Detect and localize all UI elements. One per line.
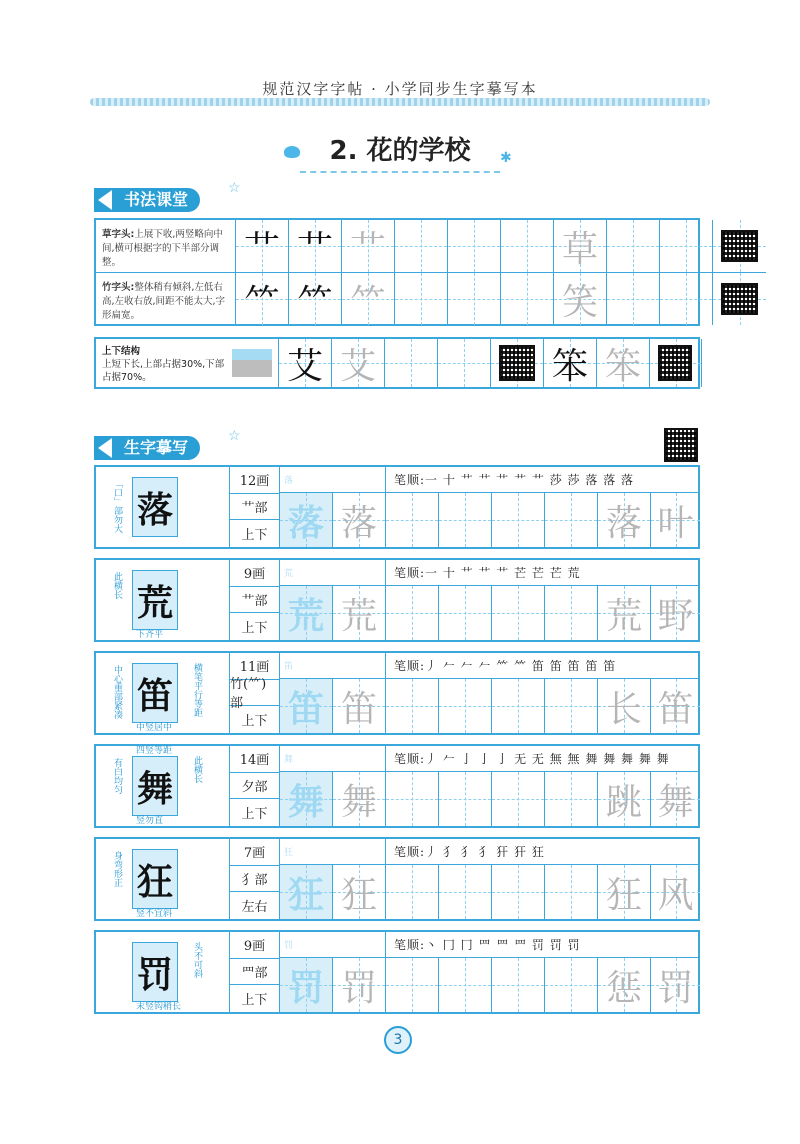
char-block-0 <box>94 465 700 549</box>
header-divider <box>90 98 710 106</box>
model-char: 罚 <box>132 942 178 1002</box>
annotation-right: 横笔平行等距 <box>192 663 202 717</box>
grid-cell[interactable] <box>439 679 492 733</box>
stroke-order-row <box>280 932 700 958</box>
practice-row-grass <box>236 220 766 273</box>
grid-cell[interactable] <box>395 273 448 325</box>
grid-cell[interactable] <box>385 339 438 387</box>
grid-cell[interactable] <box>545 679 598 733</box>
practice-grid <box>280 493 700 547</box>
stroke-order-thumb: 落 <box>280 467 386 493</box>
grid-cell[interactable] <box>448 273 501 325</box>
qr-code-icon[interactable] <box>658 345 692 381</box>
grid-cell: 艹 <box>342 220 395 272</box>
stroke-order-thumb: 罚 <box>280 932 386 958</box>
series-title: 规范汉字字帖 · 小学同步生字摹写本 <box>262 80 538 98</box>
trace-cell: 落 <box>280 493 333 547</box>
qr-code-icon[interactable] <box>721 230 758 262</box>
grid-cell[interactable] <box>438 339 491 387</box>
stroke-order-row <box>280 746 700 772</box>
trace-cell: 舞 <box>280 772 333 826</box>
grid-cell[interactable] <box>386 772 439 826</box>
grid-cell[interactable] <box>492 493 545 547</box>
char-info <box>230 467 280 547</box>
practice-row-bamboo <box>236 273 766 325</box>
grid-cell[interactable] <box>492 679 545 733</box>
grid-cell: 笛 <box>651 679 700 733</box>
qr-code-icon[interactable] <box>664 428 698 462</box>
annotation-bottom: 末竖钩稍长 <box>136 1002 182 1012</box>
stroke-count: 14画 <box>230 746 279 773</box>
radical: 艹部 <box>230 587 279 614</box>
grid-cell: 笨 <box>544 339 597 387</box>
annotation-left: 此横长 <box>112 572 122 599</box>
model-char: 舞 <box>132 756 178 816</box>
grid-cell[interactable] <box>386 679 439 733</box>
grid-cell: 艹 <box>289 220 342 272</box>
grid-cell[interactable] <box>545 772 598 826</box>
trace-cell: 荒 <box>280 586 333 640</box>
grid-cell: 罚 <box>651 958 700 1012</box>
grid-cell[interactable] <box>501 220 554 272</box>
grid-cell[interactable] <box>439 493 492 547</box>
grid-cell[interactable] <box>386 958 439 1012</box>
structure: 左右 <box>241 899 268 915</box>
model-char: 落 <box>132 477 178 537</box>
structure: 上下 <box>241 806 268 822</box>
qr-code-cell <box>664 428 698 462</box>
structure: 上下 <box>241 713 268 729</box>
grid-cell[interactable] <box>386 586 439 640</box>
grid-cell: 笛 <box>333 679 386 733</box>
char-info <box>230 746 280 826</box>
title-underline <box>300 165 500 173</box>
grid-cell[interactable] <box>492 586 545 640</box>
qr-code-cell <box>713 273 766 325</box>
char-block-4 <box>94 837 700 921</box>
grid-cell[interactable] <box>545 493 598 547</box>
char-block-3 <box>94 744 700 828</box>
grid-cell[interactable] <box>386 493 439 547</box>
grid-cell: 艹 <box>236 220 289 272</box>
char-info <box>230 653 280 733</box>
grid-cell: 狂 <box>333 865 386 919</box>
grid-cell: 跳 <box>598 772 651 826</box>
grid-cell: 舞 <box>651 772 700 826</box>
qr-code-cell <box>650 339 700 387</box>
char-model <box>96 839 230 919</box>
radical: 夕部 <box>230 773 279 800</box>
grid-cell: ⺮ <box>289 273 342 325</box>
char-info <box>230 932 280 1012</box>
model-char: 荒 <box>132 570 178 630</box>
grid-cell: ⺮ <box>236 273 289 325</box>
page-number: 3 <box>384 1026 412 1054</box>
annotation-left: 身弯形正 <box>112 851 122 887</box>
grid-cell: ⺮ <box>342 273 395 325</box>
grid-cell: 草 <box>554 220 607 272</box>
trace-cell: 狂 <box>280 865 333 919</box>
char-model <box>96 932 230 1012</box>
grid-cell[interactable] <box>492 772 545 826</box>
grid-cell[interactable] <box>607 220 660 272</box>
grid-cell: 风 <box>651 865 700 919</box>
grid-cell[interactable] <box>439 865 492 919</box>
annotation-right: 头不可斜 <box>192 942 202 978</box>
stroke-order-thumb: 荒 <box>280 560 386 586</box>
grid-cell: 惩 <box>598 958 651 1012</box>
radical-desc-bamboo: 竹字头:整体稍有倾斜,左低右高,左收右放,间距不能太大,字形扁宽。 <box>96 273 236 326</box>
grid-cell[interactable] <box>545 586 598 640</box>
grid-cell: 长 <box>598 679 651 733</box>
grid-cell: 落 <box>333 493 386 547</box>
stroke-count: 7画 <box>230 839 279 866</box>
calligraphy-table <box>94 218 700 326</box>
annotation-bottom: 竖不宜斜 <box>136 909 173 919</box>
grid-cell[interactable] <box>660 220 713 272</box>
practice-grid <box>280 772 700 826</box>
section-badge-new-chars: 生字摹写 <box>94 436 200 460</box>
grid-cell: 狂 <box>598 865 651 919</box>
radical: 竹(⺮)部 <box>230 680 279 707</box>
stroke-count: 11画 <box>230 653 279 680</box>
practice-grid <box>280 865 700 919</box>
char-block-1 <box>94 558 700 642</box>
structure-practice-row <box>279 339 702 387</box>
model-char: 狂 <box>132 849 178 909</box>
trace-cell: 笛 <box>280 679 333 733</box>
grid-cell[interactable] <box>448 220 501 272</box>
structure-desc: 上下结构 上短下长,上部占据30%,下部占据70%。 <box>96 339 279 387</box>
grid-cell: 野 <box>651 586 700 640</box>
stroke-order-row <box>280 467 700 493</box>
char-model <box>96 467 230 547</box>
stroke-count: 9画 <box>230 932 279 959</box>
stroke-order-text: 笔顺:丶 冂 冂 罒 罒 罒 罚 罚 罚 <box>394 938 581 952</box>
stroke-order-row <box>280 839 700 865</box>
annotation-bottom: 竖勿直 <box>136 816 164 826</box>
char-block-2 <box>94 651 700 735</box>
stroke-order-row <box>280 653 700 679</box>
char-block-5 <box>94 930 700 1014</box>
stroke-count: 9画 <box>230 560 279 587</box>
stroke-order-text: 笔顺:一 十 艹 艹 艹 艹 艹 莎 莎 落 落 落 <box>394 473 635 487</box>
practice-grid <box>280 679 700 733</box>
char-model <box>96 560 230 640</box>
grid-cell[interactable] <box>439 772 492 826</box>
grid-cell[interactable] <box>545 958 598 1012</box>
stroke-order-thumb: 狂 <box>280 839 386 865</box>
grid-cell[interactable] <box>492 865 545 919</box>
structure: 上下 <box>241 527 268 543</box>
grid-cell[interactable] <box>395 220 448 272</box>
structure: 上下 <box>241 620 268 636</box>
star-icon: ☆ <box>228 180 241 196</box>
grid-cell: 笑 <box>554 273 607 325</box>
structure-table <box>94 337 700 389</box>
grid-cell: 荒 <box>598 586 651 640</box>
grid-cell: 罚 <box>333 958 386 1012</box>
qr-code-icon[interactable] <box>499 345 535 381</box>
structure-diagram <box>232 349 272 377</box>
grid-cell: 落 <box>598 493 651 547</box>
grid-cell: 艾 <box>279 339 332 387</box>
lesson-title: 2. 花的学校 <box>329 136 471 166</box>
radical-desc-grass: 草字头:上展下收,两竖略向中间,横可根据字的下半部分调整。 <box>96 220 236 273</box>
radical: 犭部 <box>230 866 279 893</box>
grid-cell[interactable] <box>439 958 492 1012</box>
grid-cell[interactable] <box>439 586 492 640</box>
star-icon: ✱ <box>500 150 512 166</box>
annotation-right: 此横长 <box>192 756 202 783</box>
char-info <box>230 839 280 919</box>
qr-code-icon[interactable] <box>721 283 758 315</box>
grid-cell[interactable] <box>545 865 598 919</box>
annotation-bottom: 中竖居中 <box>136 723 173 733</box>
grid-cell[interactable] <box>386 865 439 919</box>
section-badge-calligraphy: 书法课堂 <box>94 188 200 212</box>
annotation-bottom: 下齐平 <box>136 630 164 640</box>
stroke-order-text: 笔顺:一 十 艹 艹 艹 芒 芒 芒 荒 <box>394 566 581 580</box>
char-model <box>96 746 230 826</box>
grid-cell: 荒 <box>333 586 386 640</box>
structure: 上下 <box>241 992 268 1008</box>
stroke-order-thumb: 笛 <box>280 653 386 679</box>
grid-cell[interactable] <box>607 273 660 325</box>
stroke-order-row <box>280 560 700 586</box>
radical: 罒部 <box>230 959 279 986</box>
practice-grid <box>280 958 700 1012</box>
grid-cell[interactable] <box>501 273 554 325</box>
grid-cell: 舞 <box>333 772 386 826</box>
grid-cell[interactable] <box>660 273 713 325</box>
stroke-order-text: 笔顺:丿 𠂉 𠂉 𠂉 ⺮ ⺮ 笛 笛 笛 笛 笛 <box>394 659 617 673</box>
stroke-order-text: 笔顺:丿 犭 犭 犭 犴 犴 狂 <box>394 845 545 859</box>
stroke-count: 12画 <box>230 467 279 494</box>
stroke-order-thumb: 舞 <box>280 746 386 772</box>
practice-grid <box>280 586 700 640</box>
model-char: 笛 <box>132 663 178 723</box>
annotation-left: 有白均匀 <box>112 758 122 794</box>
grid-cell[interactable] <box>492 958 545 1012</box>
qr-code-cell <box>491 339 544 387</box>
qr-code-cell <box>713 220 766 272</box>
grid-cell: 叶 <box>651 493 700 547</box>
star-icon: ☆ <box>228 428 241 444</box>
annotation-top: 四竖等距 <box>136 746 173 756</box>
grid-cell: 笨 <box>597 339 650 387</box>
annotation-left: 「口」部勿大 <box>112 479 122 533</box>
radical: 艹部 <box>230 494 279 521</box>
trace-cell: 罚 <box>280 958 333 1012</box>
annotation-left: 中心重部紧凑 <box>112 665 122 719</box>
char-model <box>96 653 230 733</box>
stroke-order-text: 笔顺:丿 𠂉 ⼅ ⼅ ⼅ 无 无 無 無 舞 舞 舞 舞 舞 <box>394 752 670 766</box>
grid-cell: 艾 <box>332 339 385 387</box>
char-info <box>230 560 280 640</box>
